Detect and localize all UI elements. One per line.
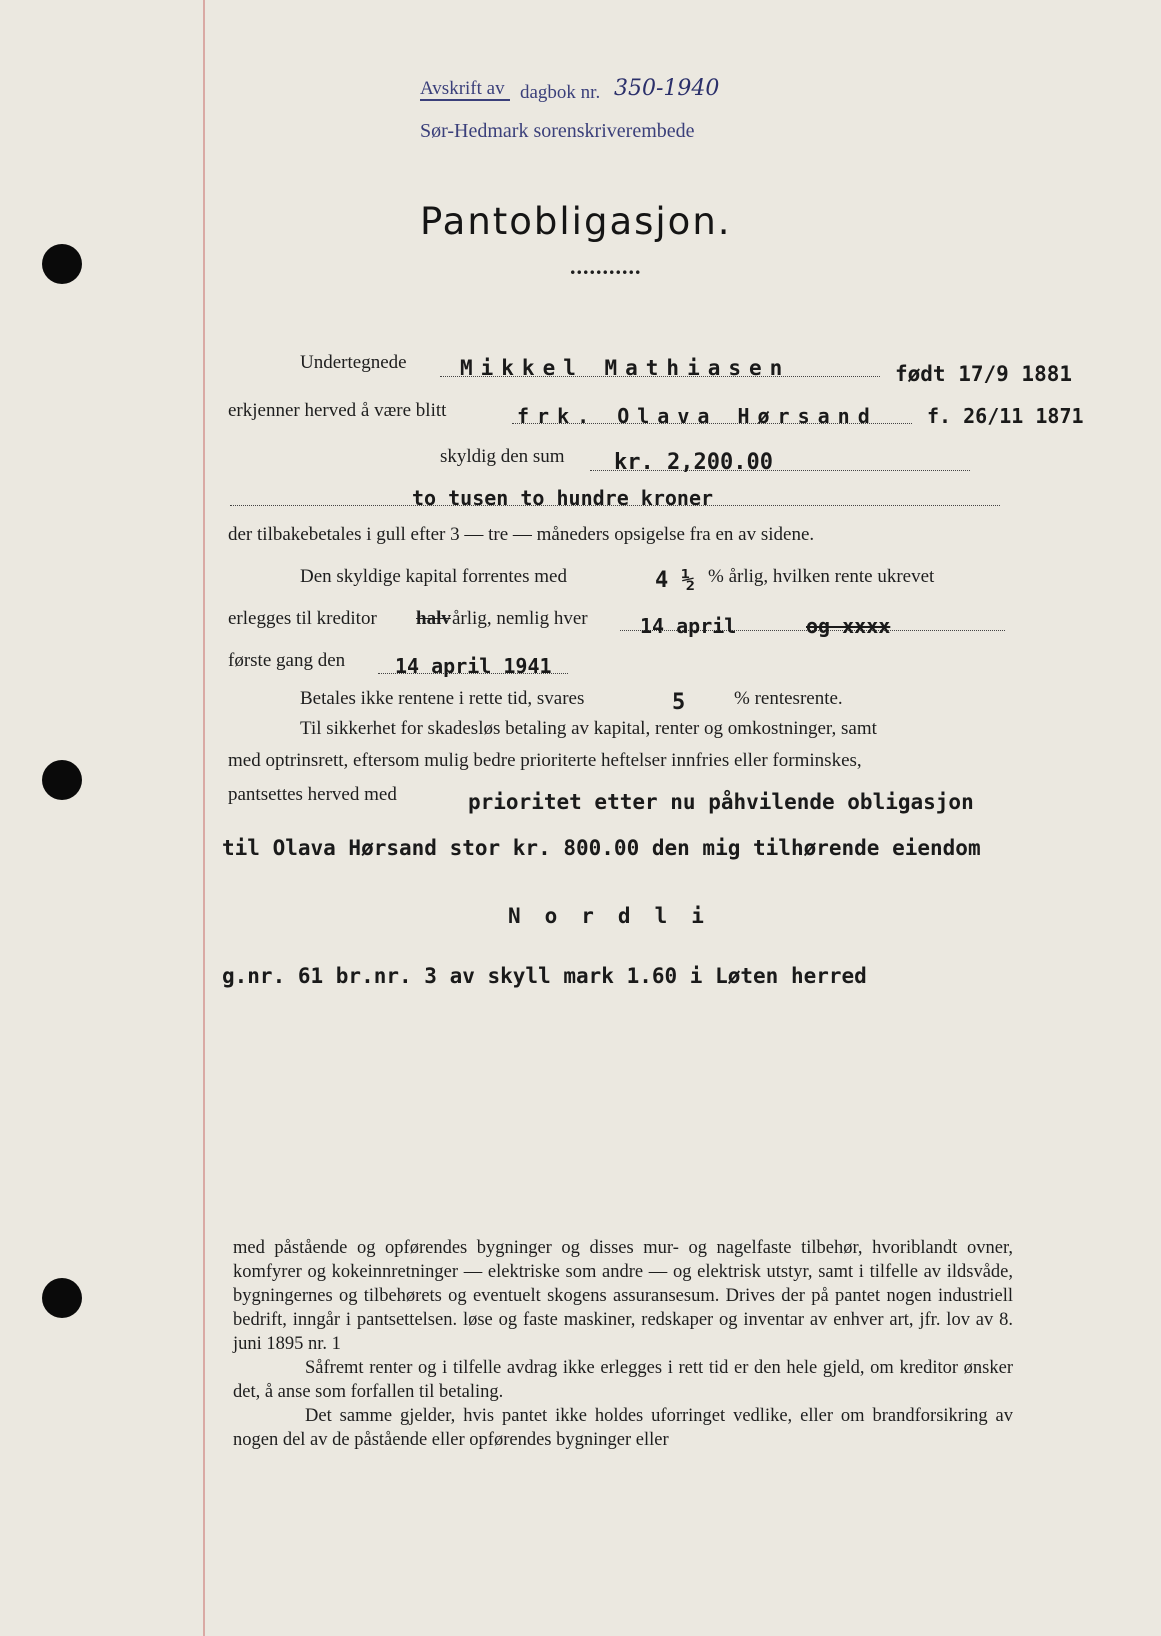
forrentes-label: Den skyldige kapital forrentes med [300, 566, 567, 587]
punch-hole [42, 1278, 82, 1318]
creditor-name: frk. Olava Hørsand [517, 404, 878, 428]
footer-paragraph: Såfremt renter og i tilfelle avdrag ikke erlegges i rett tid er den hele gjeld, om kreditor ønsker det, å anse som forfallen til betaling. [233, 1358, 1013, 1402]
payment-struck: og xxxx [806, 614, 891, 638]
forrentes-suffix: % årlig, hvilken rente ukrevet [708, 566, 935, 587]
office-stamp: Sør-Hedmark sorenskriverembede [420, 120, 695, 142]
erlegges-struck: halv [416, 608, 451, 629]
pantsettes-label: pantsettes herved med [228, 784, 397, 805]
debtor-born: født 17/9 1881 [895, 362, 1073, 386]
debtor-name: Mikkel Mathiasen [460, 356, 791, 380]
sikkerhet-line2: med optrinsrett, eftersom mulig bedre prioriterte heftelser innfries eller forminskes, [228, 750, 862, 771]
footer-paragraph: Det samme gjelder, hvis pantet ikke holdes uforringet vedlike, eller om brandforsikring av nogen del av de påstående eller opførendes bygninger eller [233, 1406, 1013, 1450]
dagbok-number: 350-1940 [614, 76, 720, 101]
property-name: Nordli [508, 904, 728, 928]
avskrift-label: Avskrift av [420, 78, 505, 99]
sum-amount: kr. 2,200.00 [614, 450, 773, 475]
skyldig-label: skyldig den sum [440, 446, 565, 467]
creditor-born: f. 26/11 1871 [927, 404, 1084, 428]
erlegges-label: erlegges til kreditor [228, 608, 377, 629]
title-dots: ........... [570, 254, 642, 279]
page-title: Pantobligasjon. [420, 200, 732, 243]
dagbok-label: dagbok nr. [520, 82, 601, 103]
penalty-rate: 5 [672, 690, 686, 715]
punch-hole [42, 244, 82, 284]
erkjenner-label: erkjenner herved å være blitt [228, 400, 447, 421]
betales-label: Betales ikke rentene i rette tid, svares [300, 688, 585, 709]
interest-rate: 4 ½ [655, 568, 695, 593]
tilbakebetales-line: der tilbakebetales i gull efter 3 — tre — måneders opsigelse fra en av sidene. [228, 524, 815, 545]
forste-label: første gang den [228, 650, 346, 671]
first-date: 14 april 1941 [395, 654, 552, 678]
sikkerhet-line1: Til sikkerhet for skadesløs betaling av kapital, renter og omkostninger, samt [300, 718, 877, 739]
betales-suffix: % rentesrente. [734, 688, 843, 709]
undertegnede-label: Undertegnede [300, 352, 407, 373]
erlegges-suffix: årlig, nemlig hver [452, 608, 588, 629]
footer-paragraph: med påstående og opførendes bygninger og disses mur- og nagelfaste tilbehør, hvoriblandt ovner, komfyrer og kokeinnretninger — elektriske som andre — og elektrisk utstyr, samt i tilfelle av ildsvåde, bygningernes og tilbehørets og eventuelt skogens assuransesum. Drives der på pantet nogen industriell bedrift, inngår i pantsettelsen. løse og faste maskiner, redskaper og inventar av enhver art, jfr. lov av 8. juni 1895 nr. 1 [233, 1238, 1013, 1354]
sum-words: to tusen to hundre kroner [412, 486, 714, 510]
stamp-strike [420, 99, 510, 101]
property-line: g.nr. 61 br.nr. 3 av skyll mark 1.60 i Løten herred [222, 964, 867, 988]
punch-hole [42, 760, 82, 800]
payment-date: 14 april [640, 614, 737, 638]
priority-line2: til Olava Hørsand stor kr. 800.00 den mig tilhørende eiendom [222, 836, 981, 860]
priority-line1: prioritet etter nu påhvilende obligasjon [468, 790, 974, 814]
margin-line [203, 0, 205, 1636]
footer-text [233, 1236, 1013, 1452]
